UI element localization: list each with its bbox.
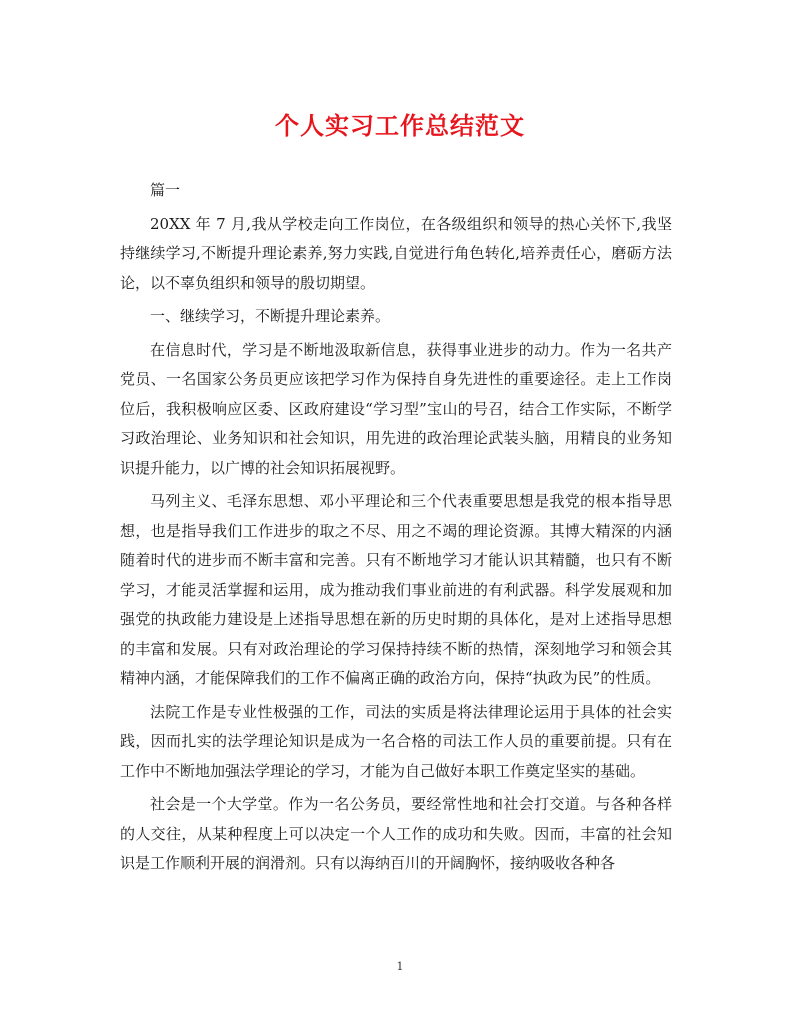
paragraph-court-work: 法院工作是专业性极强的工作，司法的实质是将法律理论运用于具体的社会实践，因而扎实的法学理论知识是成为一名合格的司法工作人员的重要前提。只有在工作中不断地加强法学理论的学习，才能为自己做好本职工作奠定坚实的基础。: [120, 702, 672, 780]
section-heading-part-one: 篇一: [150, 181, 181, 199]
paragraph-society-school: 社会是一个大学堂。作为一名公务员，要经常性地和社会打交道。与各种各样的人交往，从某种程度上可以决定一个人工作的成功和失败。因而，丰富的社会知识是工作顺利开展的润滑剂。只有以海纳百川的开阔胸怀，接纳吸收各种各: [120, 795, 672, 872]
page-number: 1: [396, 960, 404, 973]
document-body: [120, 176, 672, 883]
paragraph-guiding-theory: 马列主义、毛泽东思想、邓小平理论和三个代表重要思想是我党的根本指导思想，也是指导我们工作进步的取之不尽、用之不竭的理论资源。其博大精深的内涵随着时代的进步而不断丰富和完善。只有不断地学习才能认识其精髓，也只有不断学习，才能灵活掌握和运用，成为推动我们事业前进的有利武器。科学发展观和加强党的执政能力建设是上述指导思想在新的历史时期的具体化，是对上述指导思想的丰富和发展。只有对政治理论的学习保持持续不断的热情，深刻地学习和领会其精神内涵，才能保障我们的工作不偏离正确的政治方向，保持“执政为民”的性质。: [120, 492, 672, 687]
section-heading-continue-learning: 一、继续学习，不断提升理论素养。: [150, 307, 391, 325]
intro-paragraph: 20XX 年 7 月,我从学校走向工作岗位，在各级组织和领导的热心关怀下,我坚持继续学习,不断提升理论素养,努力实践,自觉进行角色转化,培养责任心，磨砺方法论，以不辜负组织和领导的殷切期望。: [120, 214, 672, 292]
paragraph-information-age: 在信息时代，学习是不断地汲取新信息，获得事业进步的动力。作为一名共产党员、一名国家公务员更应该把学习作为保持自身先进性的重要途径。走上工作岗位后，我积极响应区委、区政府建设“学习型”宝山的号召，结合工作实际，不断学习政治理论、业务知识和社会知识，用先进的政治理论武装头脑，用精良的业务知识提升能力，以广博的社会知识拓展视野。: [120, 340, 672, 477]
document-title: 个人实习工作总结范文: [275, 111, 525, 140]
